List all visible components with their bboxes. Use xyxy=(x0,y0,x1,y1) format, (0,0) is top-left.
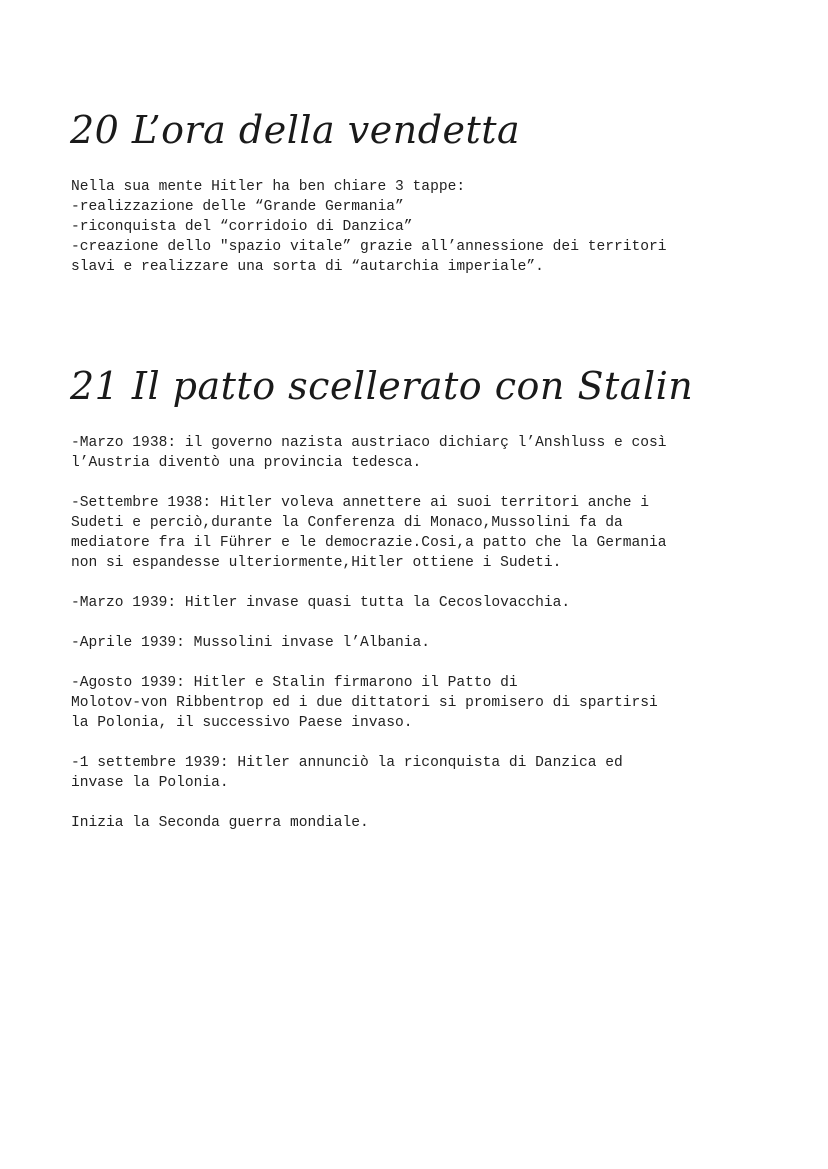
section-21-body xyxy=(71,433,771,833)
section-21-paragraph: -Aprile 1939: Mussolini invase l’Albania. xyxy=(71,635,431,651)
section-20-line: -realizzazione delle “Grande Germania” xyxy=(71,199,404,215)
section-21-paragraph: -1 settembre 1939: Hitler annunciò la riconquista di Danzica ed invase la Polonia. xyxy=(71,755,623,791)
section-20-line: -riconquista del “corridoio di Danzica” xyxy=(71,219,413,235)
section-21-paragraph: -Agosto 1939: Hitler e Stalin firmarono il Patto di Molotov-von Ribbentrop ed i due dittatori si promisero di spartirsi la Polonia, il successivo Paese invaso. xyxy=(71,675,658,731)
section-20-title: 20 L’ora della vendetta xyxy=(70,108,521,152)
section-20-line: -creazione dello "spazio vitale” grazie all’annessione dei territori slavi e realizzare una sorta di “autarchia imperiale”. xyxy=(71,239,667,275)
section-21-paragraph: Inizia la Seconda guerra mondiale. xyxy=(71,815,369,831)
section-21-paragraph: -Settembre 1938: Hitler voleva annettere ai suoi territori anche i Sudeti e perciò,durante la Conferenza di Monaco,Mussolini fa da mediatore fra il Führer e le democrazie.Cosi,a patto che la Germania non si espandesse ulteriormente,Hitler ottiene i Sudeti. xyxy=(71,495,667,571)
section-21-paragraph: -Marzo 1938: il governo nazista austriaco dichiarç l’Anshluss e così l’Austria diventò una provincia tedesca. xyxy=(71,435,667,471)
section-20-body xyxy=(71,177,771,277)
section-21-paragraph: -Marzo 1939: Hitler invase quasi tutta la Cecoslovacchia. xyxy=(71,595,571,611)
section-20-line: Nella sua mente Hitler ha ben chiare 3 tappe: xyxy=(71,179,466,195)
section-21-title: 21 Il patto scellerato con Stalin xyxy=(70,364,694,408)
